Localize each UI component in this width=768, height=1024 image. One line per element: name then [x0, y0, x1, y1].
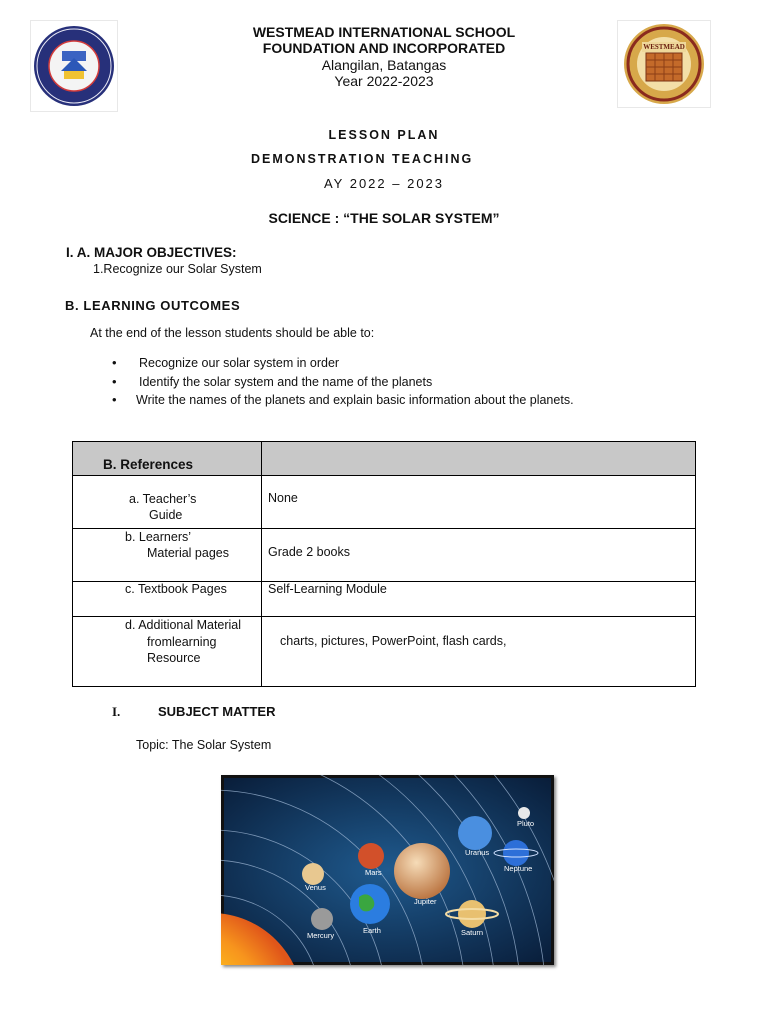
reference-label: c. Textbook Pages — [125, 582, 227, 596]
subject-matter-heading: SUBJECT MATTER — [158, 704, 276, 719]
school-year: Year 2022-2023 — [334, 73, 434, 89]
learning-outcomes-intro: At the end of the lesson students should be able to: — [90, 326, 375, 340]
list-item: • Identify the solar system and the name of the planets — [110, 375, 574, 394]
saturn-label: Saturn — [461, 928, 484, 937]
table-row — [73, 529, 696, 582]
jupiter-label: Jupiter — [414, 897, 437, 906]
objective-item: 1.Recognize our Solar System — [93, 262, 262, 276]
reference-value: Grade 2 books — [268, 545, 350, 559]
table-row — [73, 476, 696, 529]
table-row — [73, 442, 696, 476]
references-table — [72, 441, 696, 687]
school-location: Alangilan, Batangas — [321, 57, 447, 73]
table-row — [73, 582, 696, 617]
reference-label-cell — [73, 476, 262, 529]
objectives-heading — [66, 245, 237, 260]
reference-label: d. Additional Material — [125, 618, 242, 632]
reference-label: Material pages — [147, 546, 229, 560]
venus-label: Venus — [305, 883, 326, 892]
school-name: WESTMEAD INTERNATIONAL SCHOOL — [252, 24, 516, 40]
mars-label: Mars — [365, 868, 382, 877]
subject-title: SCIENCE : “THE SOLAR SYSTEM” — [268, 210, 500, 226]
reference-label: fromlearning — [147, 634, 217, 649]
reference-value: charts, pictures, PowerPoint, flash cards, — [280, 634, 507, 648]
reference-label: b. Learners’ — [125, 530, 192, 544]
reference-value-cell — [262, 582, 696, 617]
reference-value-cell — [262, 529, 696, 582]
uranus-label: Uranus — [465, 848, 490, 857]
learning-outcomes-list — [110, 356, 574, 412]
mercury-label: Mercury — [307, 931, 335, 940]
learning-outcomes-heading: B. LEARNING OUTCOMES — [65, 298, 241, 313]
list-item: • Write the names of the planets and explain basic information about the planets. — [110, 393, 574, 412]
school-foundation: FOUNDATION AND INCORPORATED — [262, 40, 506, 56]
neptune-label: Neptune — [504, 864, 533, 873]
table-row — [73, 617, 696, 687]
references-heading: B. References — [103, 457, 194, 472]
reference-value-cell — [262, 617, 696, 687]
solar-system-image — [221, 775, 554, 965]
subject-matter-numeral: I. — [112, 704, 121, 719]
earth-label: Earth — [363, 926, 381, 935]
reference-label-cell — [73, 582, 262, 617]
reference-value: Self-Learning Module — [268, 582, 387, 596]
reference-label: Resource — [147, 651, 201, 665]
reference-label-cell — [73, 529, 262, 582]
references-heading-cell — [73, 442, 262, 476]
list-item: • Recognize our solar system in order — [110, 356, 574, 375]
reference-value-cell — [262, 476, 696, 529]
reference-value: None — [268, 491, 298, 505]
reference-label: a. Teacher’s — [129, 492, 197, 506]
reference-label: Guide — [149, 508, 183, 522]
topic-text: Topic: The Solar System — [136, 738, 272, 752]
demo-teaching-title: DEMONSTRATION TEACHING — [251, 152, 474, 166]
references-heading-empty-cell — [262, 442, 696, 476]
pluto-label: Pluto — [517, 819, 535, 828]
objectives-heading-text: A. MAJOR OBJECTIVES: — [76, 245, 237, 260]
right-seal-banner: WESTMEAD — [643, 43, 685, 51]
objectives-roman-numeral: I. — [66, 245, 74, 260]
reference-label-cell — [73, 617, 262, 687]
academic-year: AY 2022 – 2023 — [323, 176, 445, 191]
lesson-plan-title: LESSON PLAN — [328, 128, 440, 142]
